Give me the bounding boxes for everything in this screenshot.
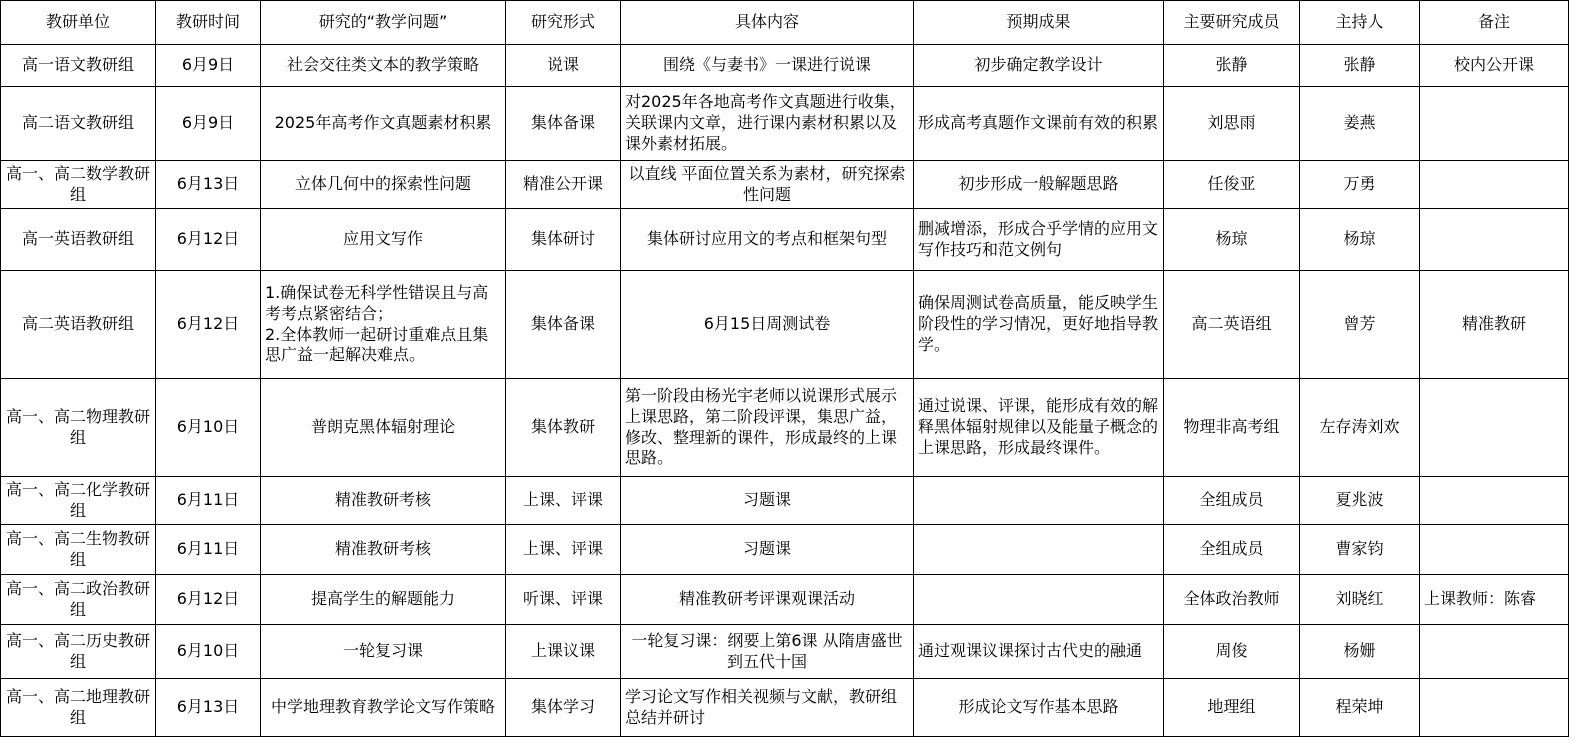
cell-unit: 高二英语教研组 xyxy=(1,271,156,379)
cell-outcome: 确保周测试卷高质量，能反映学生阶段性的学习情况，更好地指导教学。 xyxy=(914,271,1164,379)
cell-outcome: 形成高考真题作文课前有效的积累 xyxy=(914,87,1164,161)
cell-unit: 高一英语教研组 xyxy=(1,209,156,271)
table-row xyxy=(1,679,1569,737)
table-row xyxy=(1,477,1569,525)
cell-host: 左存涛刘欢 xyxy=(1300,379,1420,477)
cell-problem: 提高学生的解题能力 xyxy=(261,575,506,625)
cell-members: 高二英语组 xyxy=(1164,271,1300,379)
cell-outcome xyxy=(914,525,1164,575)
cell-time: 6月9日 xyxy=(156,87,261,161)
cell-content: 第一阶段由杨光宇老师以说课形式展示上课思路，第二阶段评课，集思广益，修改、整理新的课件，形成最终的上课思路。 xyxy=(621,379,914,477)
col-header-form: 研究形式 xyxy=(506,1,621,45)
col-header-problem: 研究的“教学问题” xyxy=(261,1,506,45)
cell-outcome: 通过说课、评课，能形成有效的解释黑体辐射规律以及能量子概念的上课思路，形成最终课件。 xyxy=(914,379,1164,477)
cell-outcome: 形成论文写作基本思路 xyxy=(914,679,1164,737)
cell-time: 6月12日 xyxy=(156,271,261,379)
cell-problem: 普朗克黑体辐射理论 xyxy=(261,379,506,477)
table-row xyxy=(1,45,1569,87)
cell-members: 周俊 xyxy=(1164,625,1300,679)
cell-unit: 高一、高二生物教研组 xyxy=(1,525,156,575)
cell-members: 全组成员 xyxy=(1164,477,1300,525)
cell-unit: 高一、高二化学教研组 xyxy=(1,477,156,525)
cell-time: 6月11日 xyxy=(156,477,261,525)
cell-note xyxy=(1420,161,1569,209)
cell-note: 精准教研 xyxy=(1420,271,1569,379)
cell-form: 集体学习 xyxy=(506,679,621,737)
cell-content: 精准教研考评课观课活动 xyxy=(621,575,914,625)
cell-content: 围绕《与妻书》一课进行说课 xyxy=(621,45,914,87)
cell-unit: 高一、高二地理教研组 xyxy=(1,679,156,737)
cell-unit: 高二语文教研组 xyxy=(1,87,156,161)
cell-members: 任俊亚 xyxy=(1164,161,1300,209)
cell-problem: 精准教研考核 xyxy=(261,525,506,575)
cell-members: 张静 xyxy=(1164,45,1300,87)
cell-form: 说课 xyxy=(506,45,621,87)
cell-outcome xyxy=(914,477,1164,525)
cell-members: 全体政治教师 xyxy=(1164,575,1300,625)
cell-unit: 高一、高二物理教研组 xyxy=(1,379,156,477)
table-row xyxy=(1,271,1569,379)
cell-content: 习题课 xyxy=(621,525,914,575)
col-header-note: 备注 xyxy=(1420,1,1569,45)
table-row xyxy=(1,161,1569,209)
table-row xyxy=(1,525,1569,575)
cell-time: 6月9日 xyxy=(156,45,261,87)
cell-form: 集体备课 xyxy=(506,271,621,379)
cell-time: 6月12日 xyxy=(156,209,261,271)
cell-note xyxy=(1420,379,1569,477)
cell-note xyxy=(1420,525,1569,575)
cell-members: 物理非高考组 xyxy=(1164,379,1300,477)
cell-outcome: 通过观课议课探讨古代史的融通 xyxy=(914,625,1164,679)
cell-unit: 高一语文教研组 xyxy=(1,45,156,87)
cell-outcome: 初步确定教学设计 xyxy=(914,45,1164,87)
cell-host: 杨姗 xyxy=(1300,625,1420,679)
cell-time: 6月13日 xyxy=(156,161,261,209)
cell-members: 全组成员 xyxy=(1164,525,1300,575)
cell-note xyxy=(1420,209,1569,271)
cell-time: 6月10日 xyxy=(156,379,261,477)
cell-note xyxy=(1420,87,1569,161)
cell-time: 6月12日 xyxy=(156,575,261,625)
cell-content: 一轮复习课：纲要上第6课 从隋唐盛世到五代十国 xyxy=(621,625,914,679)
table-row xyxy=(1,575,1569,625)
cell-note: 校内公开课 xyxy=(1420,45,1569,87)
cell-host: 姜燕 xyxy=(1300,87,1420,161)
cell-form: 上课议课 xyxy=(506,625,621,679)
cell-host: 曾芳 xyxy=(1300,271,1420,379)
cell-members: 杨琼 xyxy=(1164,209,1300,271)
cell-host: 程荣坤 xyxy=(1300,679,1420,737)
cell-content: 集体研讨应用文的考点和框架句型 xyxy=(621,209,914,271)
cell-content: 以直线 平面位置关系为素材，研究探索性问题 xyxy=(621,161,914,209)
cell-problem xyxy=(261,271,506,379)
cell-host: 夏兆波 xyxy=(1300,477,1420,525)
cell-problem: 精准教研考核 xyxy=(261,477,506,525)
col-header-host: 主持人 xyxy=(1300,1,1420,45)
cell-form: 上课、评课 xyxy=(506,525,621,575)
cell-outcome xyxy=(914,575,1164,625)
cell-content: 对2025年各地高考作文真题进行收集，关联课内文章，进行课内素材积累以及课外素材拓展。 xyxy=(621,87,914,161)
cell-problem: 中学地理教育教学论文写作策略 xyxy=(261,679,506,737)
cell-time: 6月11日 xyxy=(156,525,261,575)
cell-form: 听课、评课 xyxy=(506,575,621,625)
col-header-members: 主要研究成员 xyxy=(1164,1,1300,45)
cell-form: 集体备课 xyxy=(506,87,621,161)
cell-note xyxy=(1420,679,1569,737)
cell-time: 6月10日 xyxy=(156,625,261,679)
cell-host: 曹家钧 xyxy=(1300,525,1420,575)
table-row xyxy=(1,87,1569,161)
cell-form: 集体研讨 xyxy=(506,209,621,271)
table-row xyxy=(1,209,1569,271)
header-row xyxy=(1,1,1569,45)
cell-content: 学习论文写作相关视频与文献，教研组总结并研讨 xyxy=(621,679,914,737)
cell-host: 万勇 xyxy=(1300,161,1420,209)
problem-line: 2.全体教师一起研讨重难点且集思广益一起解决难点。 xyxy=(265,324,489,365)
cell-problem: 一轮复习课 xyxy=(261,625,506,679)
col-header-unit: 教研单位 xyxy=(1,1,156,45)
cell-unit: 高一、高二历史教研组 xyxy=(1,625,156,679)
cell-content: 6月15日周测试卷 xyxy=(621,271,914,379)
cell-content: 习题课 xyxy=(621,477,914,525)
cell-time: 6月13日 xyxy=(156,679,261,737)
cell-note xyxy=(1420,477,1569,525)
cell-members: 刘思雨 xyxy=(1164,87,1300,161)
problem-line: 1.确保试卷无科学性错误且与高考考点紧密结合； xyxy=(265,282,489,323)
cell-problem: 立体几何中的探索性问题 xyxy=(261,161,506,209)
col-header-time: 教研时间 xyxy=(156,1,261,45)
cell-note: 上课教师：陈睿 xyxy=(1420,575,1569,625)
cell-unit: 高一、高二政治教研组 xyxy=(1,575,156,625)
cell-host: 刘晓红 xyxy=(1300,575,1420,625)
cell-form: 上课、评课 xyxy=(506,477,621,525)
cell-outcome: 初步形成一般解题思路 xyxy=(914,161,1164,209)
table-row xyxy=(1,379,1569,477)
cell-members: 地理组 xyxy=(1164,679,1300,737)
cell-note xyxy=(1420,625,1569,679)
cell-form: 精准公开课 xyxy=(506,161,621,209)
cell-host: 杨琼 xyxy=(1300,209,1420,271)
cell-problem: 应用文写作 xyxy=(261,209,506,271)
cell-host: 张静 xyxy=(1300,45,1420,87)
cell-unit: 高一、高二数学教研组 xyxy=(1,161,156,209)
cell-form: 集体教研 xyxy=(506,379,621,477)
cell-outcome: 删减增添，形成合乎学情的应用文写作技巧和范文例句 xyxy=(914,209,1164,271)
col-header-content: 具体内容 xyxy=(621,1,914,45)
table-row xyxy=(1,625,1569,679)
col-header-outcome: 预期成果 xyxy=(914,1,1164,45)
cell-problem: 社会交往类文本的教学策略 xyxy=(261,45,506,87)
cell-problem: 2025年高考作文真题素材积累 xyxy=(261,87,506,161)
